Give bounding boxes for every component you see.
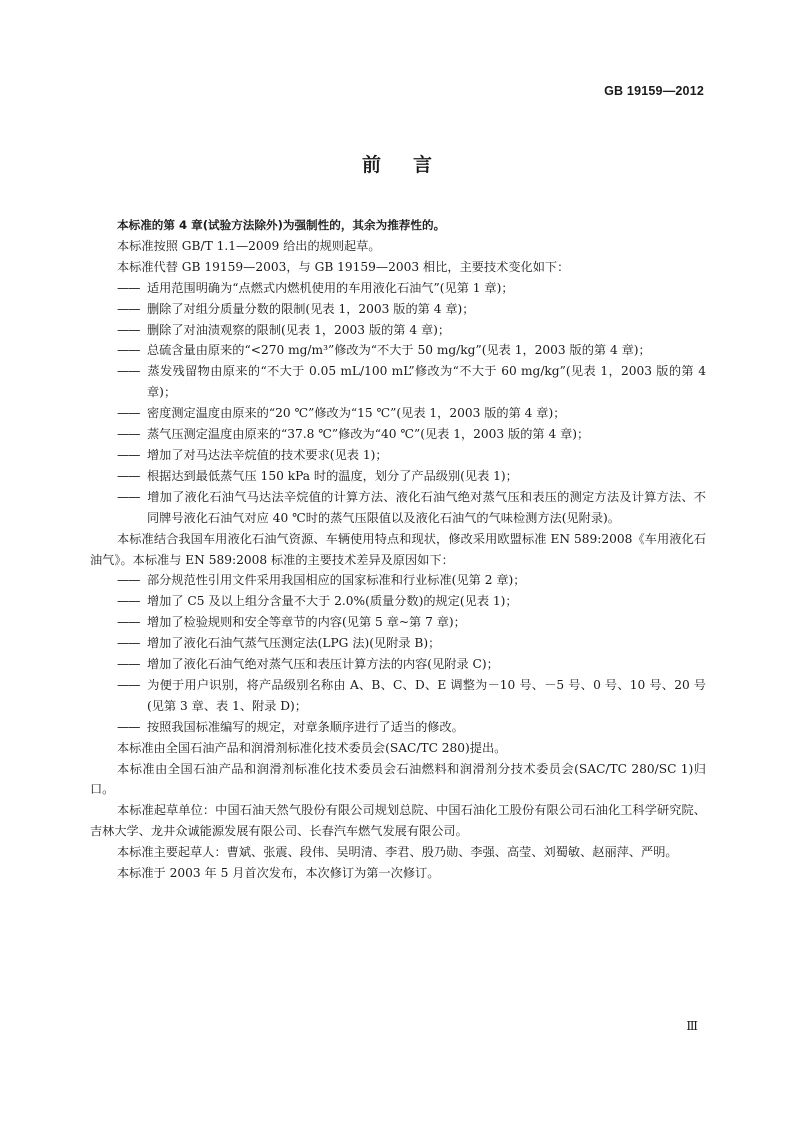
change-list-item — [90, 675, 706, 717]
body-paragraph: 本标准结合我国车用液化石油气资源、车辆使用特点和现状，修改采用欧盟标准 EN 589:2008《车用液化石油气》。本标准与 EN 589:2008 标准的主要技术差异及原因如下： — [90, 531, 706, 567]
list-item-text: 部分规范性引用文件采用我国相应的国家标准和行业标准(见第 2 章)； — [147, 573, 526, 588]
change-list-item — [90, 570, 706, 591]
change-list-item — [90, 320, 706, 341]
list-item-text: 蒸气压测定温度由原来的“37.8 ℃”修改为“40 ℃”(见表 1，2003 版的第 4 章)； — [147, 427, 590, 442]
change-list-item — [90, 612, 706, 633]
em-dash-bullet: —— — [117, 719, 140, 734]
em-dash-bullet: —— — [117, 615, 140, 630]
body-paragraph: 本标准代替 GB 19159—2003，与 GB 19159—2003 相比，主要技术变化如下： — [117, 259, 570, 274]
change-list-item — [90, 717, 706, 738]
em-dash-bullet: —— — [117, 364, 140, 379]
em-dash-bullet: —— — [117, 657, 140, 672]
change-list-item — [90, 340, 706, 361]
change-list-item — [90, 633, 706, 654]
list-item-text: 总硫含量由原来的“<270 mg/m³”修改为“不大于 50 mg/kg”(见表 1，2003 版的第 4 章)； — [147, 343, 651, 358]
page-title: 前言 — [361, 154, 464, 176]
list-item-text: 增加了检验规则和安全等章节的内容(见第 5 章~第 7 章)； — [147, 615, 466, 630]
change-list-item — [90, 591, 706, 612]
em-dash-bullet: —— — [117, 280, 140, 295]
change-list-item — [90, 424, 706, 445]
mandatory-clause-paragraph: 本标准的第 4 章(试验方法除外)为强制性的，其余为推荐性的。 — [117, 218, 446, 232]
list-item-text: 增加了 C5 及以上组分含量不大于 2.0%(质量分数)的规定(见表 1)； — [147, 594, 518, 609]
em-dash-bullet: —— — [117, 447, 140, 462]
body-paragraph: 本标准按照 GB/T 1.1—2009 给出的规则起草。 — [117, 238, 381, 253]
change-list-item — [90, 278, 706, 299]
page-number: Ⅲ — [686, 1019, 698, 1033]
em-dash-bullet: —— — [117, 677, 140, 692]
list-item-text: 增加了液化石油气蒸气压测定法(LPG 法)(见附录 B)； — [147, 636, 441, 651]
em-dash-bullet: —— — [117, 468, 140, 483]
em-dash-bullet: —— — [117, 322, 140, 337]
list-item-text: 蒸发残留物由原来的“不大于 0.05 mL/100 mL”修改为“不大于 60 mg/kg”(见表 1，2003 版的第 4 章)； — [147, 364, 706, 400]
list-item-text: 增加了液化石油气马达法辛烷值的计算方法、液化石油气绝对蒸气压和表压的测定方法及计算方法、不同牌号液化石油气对应 40 ℃时的蒸气压限值以及液化石油气的气味检测方法(见附录)。 — [147, 489, 706, 525]
body-paragraph: 本标准主要起草人：曹斌、张震、段伟、吴明清、李君、殷乃勋、李强、高莹、刘蜀敏、赵丽萍、严明。 — [117, 845, 678, 860]
list-item-text: 增加了对马达法辛烷值的技术要求(见表 1)； — [147, 447, 388, 462]
foreword-body — [90, 215, 706, 884]
list-item-text: 根据达到最低蒸气压 150 kPa 时的温度，划分了产品级别(见表 1)； — [147, 468, 518, 483]
em-dash-bullet: —— — [117, 301, 140, 316]
change-list-item — [90, 654, 706, 675]
em-dash-bullet: —— — [117, 636, 140, 651]
change-list-item — [90, 299, 706, 320]
change-list-item — [90, 403, 706, 424]
list-item-text: 为便于用户识别，将产品级别名称由 A、B、C、D、E 调整为－10 号、－5 号、0 号、10 号、20 号(见第 3 章、表 1、附录 D)； — [147, 677, 706, 713]
body-paragraph: 本标准由全国石油产品和润滑剂标准化技术委员会(SAC/TC 280)提出。 — [117, 740, 507, 755]
body-paragraph: 本标准起草单位：中国石油天然气股份有限公司规划总院、中国石油化工股份有限公司石油化工科学研究院、吉林大学、龙井众诚能源发展有限公司、长春汽车燃气发展有限公司。 — [90, 803, 706, 839]
em-dash-bullet: —— — [117, 343, 140, 358]
list-item-text: 密度测定温度由原来的“20 ℃”修改为“15 ℃”(见表 1，2003 版的第 4 章)； — [147, 406, 566, 421]
em-dash-bullet: —— — [117, 427, 140, 442]
change-list-item — [90, 445, 706, 466]
standard-code: GB 19159—2012 — [604, 84, 704, 98]
list-item-text: 适用范围明确为“点燃式内燃机使用的车用液化石油气”(见第 1 章)； — [147, 280, 514, 295]
list-item-text: 删除了对组分质量分数的限制(见表 1，2003 版的第 4 章)； — [147, 301, 475, 316]
em-dash-bullet: —— — [117, 489, 140, 504]
body-paragraph: 本标准于 2003 年 5 月首次发布，本次修订为第一次修订。 — [117, 866, 440, 881]
body-paragraph: 本标准由全国石油产品和润滑剂标准化技术委员会石油燃料和润滑剂分技术委员会(SAC/TC 280/SC 1)归口。 — [90, 761, 706, 797]
em-dash-bullet: —— — [117, 573, 140, 588]
em-dash-bullet: —— — [117, 594, 140, 609]
list-item-text: 增加了液化石油气绝对蒸气压和表压计算方法的内容(见附录 C)； — [147, 657, 499, 672]
change-list-item — [90, 361, 706, 403]
list-item-text: 删除了对油渍观察的限制(见表 1，2003 版的第 4 章)； — [147, 322, 451, 337]
list-item-text: 按照我国标准编写的规定，对章条顺序进行了适当的修改。 — [147, 719, 464, 734]
change-list-item — [90, 487, 706, 529]
em-dash-bullet: —— — [117, 406, 140, 421]
change-list-item — [90, 466, 706, 487]
